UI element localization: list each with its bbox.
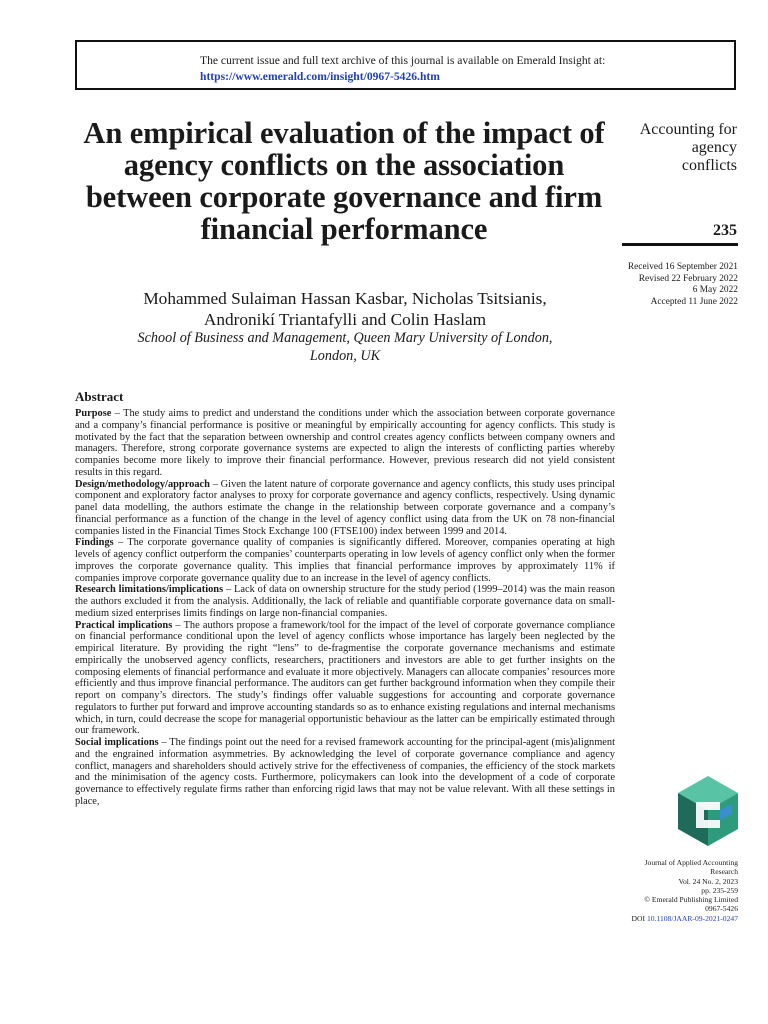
- section-text: – The study aims to predict and understand the conditions under which the association between corporate governance and a company’s financial performance is positive or meaningful by empirically accounting for agency conflicts. This study is motivated by the fact that the separation between ownership and control creates agency conflicts between company owners and managers. Therefore, strong corporate governance systems are expected to align the interests of conflicting parties whereby companies become more likely to improve their financial performance. However, previous research did not yield consistent results in this regard.: [75, 408, 615, 478]
- doi-line: [610, 914, 738, 923]
- page-number: 235: [713, 222, 737, 239]
- page-number-rule: [622, 243, 738, 246]
- section-text: – The corporate governance quality of companies is significantly differed. Moreover, companies operating at high levels of agency conflict outperform the companies’ counterparts operating in low levels of agency conflict only when the former improves the corporate governance quality. This implies that financial performance improves by approximately 11% if companies improve corporate governance quality due to an increase in the level of agency conflicts.: [75, 537, 615, 584]
- submission-dates: [600, 262, 738, 308]
- running-head: [612, 121, 737, 175]
- emerald-logo-icon: [678, 776, 738, 846]
- date-line: Revised 22 February 2022: [638, 273, 738, 284]
- abstract-heading: Abstract: [75, 389, 124, 404]
- section-label: Research limitations/implications: [75, 584, 224, 596]
- abstract-design: [75, 479, 615, 538]
- journal-line: Journal of Applied Accounting: [644, 858, 738, 867]
- section-text: – The findings point out the need for a revised framework accounting for the principal-agent (mis)alignment and the engrained information asymmetries. By acknowledging the level of corporate governance compliance and agency conflict, managers and shareholders should actively strive for the effectiveness of companies, the efficiency of the stock markets and the minimisation of the agency costs. Furthermore, policymakers can look into the development of a code of corporate governance to effectively regulate firms rather than enforcing rigid laws that may not be value relevant. With all these settings in place,: [75, 737, 615, 807]
- journal-line: Vol. 24 No. 2, 2023: [678, 876, 738, 886]
- section-text: – The authors propose a framework/tool for the impact of the level of corporate governance compliance on financial performance conditional upon the level of agency conflicts whose importance has largely been neglected by the empirical literature. By providing the right “lens” to de-fragmentise the corporate governance mechanisms and estimate empirically the unobserved agency conflicts, researchers, practitioners and investors are able to get further insights on the composing elements of financial performance and evaluate it more objectively. Managers can allocate companies’ resources more efficiently and thus improve financial performance. The auditors can get further background information when they compile their report on company’s directors. The study’s findings offer valuable suggestions for accounting and corporate governance regulators to further put forward and improve accounting standards so as to enhance existing regulations and internal mechanisms which, in turn, could decrease the scope for managerial opportunistic behaviour as the latter can be empirically estimated through our framework.: [75, 619, 616, 737]
- journal-url-link[interactable]: https://www.emerald.com/insight/0967-5426.htm: [200, 70, 440, 83]
- abstract-purpose: [75, 408, 615, 479]
- section-text: – Lack of data on ownership structure for the study period (1999–2014) was the main reason the authors excluded it from the analysis. Additionally, the lack of reliable and quantifiable corporate governance data on small-medium sized enterprises limits findings on large non-financial companies.: [75, 584, 615, 619]
- section-label: Practical implications: [75, 619, 173, 631]
- section-text: – Given the latent nature of corporate governance and agency conflicts, this study uses principal component and exploratory factor analyses to proxy for corporate governance and agency conflicts, respectively. Using dynamic panel data modelling, the authors estimate the change in the relationship between corporate governance and a company’s financial performance as a function of the change in the level of agency conflict using data from the UK on 78 non-financial companies listed in the Financial Times Stock Exchange 100 (FTSE100) index between 1999 and 2014.: [75, 478, 615, 537]
- date-line: Accepted 11 June 2022: [650, 296, 738, 307]
- running-head-line: agency: [691, 139, 737, 156]
- affiliation: [90, 329, 600, 365]
- affiliation-line-1: School of Business and Management, Queen Mary University of London,: [137, 330, 553, 346]
- abstract-social-implications: [75, 737, 615, 808]
- section-label: Design/methodology/approach: [75, 478, 210, 490]
- journal-line: 0967-5426: [705, 904, 738, 914]
- notice-line: The current issue and full text archive of this journal is available on Emerald Insight at:: [200, 54, 606, 67]
- journal-notice-box: [75, 40, 736, 90]
- journal-line: pp. 235-259: [701, 885, 738, 895]
- abstract-findings: [75, 537, 615, 584]
- doi-link[interactable]: 10.1108/JAAR-09-2021-0247: [646, 913, 738, 923]
- notice-text: [200, 53, 605, 85]
- date-line: 6 May 2022: [692, 285, 738, 295]
- journal-info: [610, 858, 738, 923]
- article-title: An empirical evaluation of the impact of agency conflicts on the association between corporate governance and firm financial performance: [83, 116, 605, 246]
- running-head-line: Accounting for: [639, 121, 737, 138]
- abstract-practical-implications: [75, 620, 615, 738]
- author-line-2: Andronikí Triantafylli and Colin Haslam: [203, 310, 487, 329]
- section-label: Social implications: [75, 737, 159, 748]
- running-head-line: conflicts: [681, 157, 737, 174]
- journal-line: © Emerald Publishing Limited: [644, 895, 738, 905]
- section-label: Findings: [75, 537, 114, 549]
- date-line: Received 16 September 2021: [627, 262, 738, 272]
- abstract-research-limitations: [75, 584, 615, 619]
- author-list: [90, 288, 600, 330]
- author-line-1: Mohammed Sulaiman Hassan Kasbar, Nicholas Tsitsianis,: [143, 289, 547, 308]
- section-label: Purpose: [75, 408, 112, 419]
- journal-line: Research: [710, 867, 738, 877]
- affiliation-line-2: London, UK: [309, 348, 381, 364]
- abstract: [75, 390, 615, 808]
- doi-label: DOI: [631, 913, 647, 923]
